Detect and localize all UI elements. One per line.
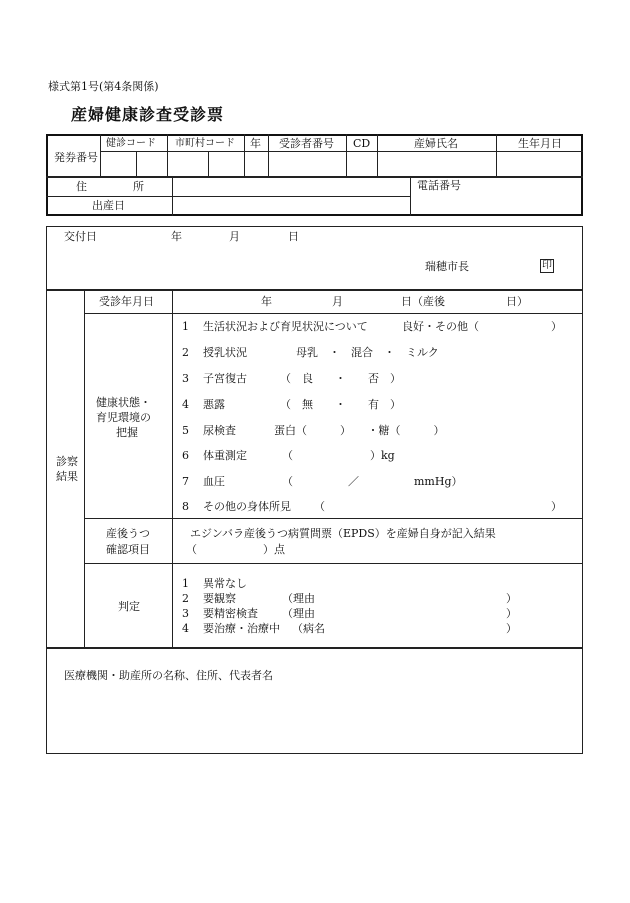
item-number: 4 (182, 398, 189, 411)
judgment-item: 要治療・治療中 (203, 622, 280, 635)
facility-label: 医療機関・助産所の名称、住所、代表者名 (64, 669, 273, 682)
judgment-label: 判定 (118, 600, 140, 613)
city-code-label: 市町村コード (175, 138, 235, 149)
item-number: 3 (182, 372, 189, 385)
judgment-reason: （理由 (282, 592, 315, 605)
issue-month: 月 (229, 230, 240, 243)
visit-month: 月 (332, 295, 343, 308)
epds-label-2: 確認項目 (106, 543, 150, 556)
seal-mark: 印 (542, 260, 552, 271)
item-label: 悪露 (203, 398, 225, 411)
mayor-label: 瑞穂市長 (425, 260, 469, 273)
item-value: 母乳 ・ 混合 ・ ミルク (296, 346, 439, 359)
exam-section-label-1: 診察 (56, 455, 78, 468)
birth-date-label: 出産日 (92, 199, 125, 212)
item-label: 生活状況および育児状況について (203, 320, 368, 333)
judgment-number: 4 (182, 622, 189, 635)
address-label-2: 所 (133, 180, 144, 193)
name-label: 産婦氏名 (414, 137, 458, 150)
dob-label: 生年月日 (518, 137, 562, 150)
judgment-item: 要精密検査 (203, 607, 258, 620)
item-label: その他の身体所見 (203, 500, 291, 513)
judgment-reason: （病名 (292, 622, 325, 635)
visit-date-label: 受診年月日 (99, 295, 154, 308)
issue-section (46, 226, 583, 290)
phone-label: 電話番号 (417, 179, 461, 192)
item-value: （ ／ mmHg） (282, 475, 463, 488)
item-value: （ (314, 500, 325, 513)
health-label-3: 把握 (116, 426, 138, 439)
issue-year: 年 (171, 230, 182, 243)
voucher-number-label: 発券番号 (54, 151, 98, 164)
visit-day: 日（産後 (401, 295, 445, 308)
health-label-1: 健康状態・ (96, 396, 151, 409)
issue-date-label: 交付日 (64, 230, 97, 243)
year-label: 年 (250, 137, 261, 150)
epds-text-2: （ ）点 (186, 543, 285, 556)
facility-section (46, 648, 583, 754)
exam-section-label-2: 結果 (56, 470, 78, 483)
item-label: 体重測定 (203, 449, 247, 462)
examinee-number-label: 受診者番号 (279, 137, 334, 150)
judgment-close: ） (506, 622, 517, 635)
cd-label: CD (353, 137, 371, 150)
item-value: （ ）kg (282, 449, 395, 462)
item-number: 6 (182, 449, 189, 462)
item-label: 血圧 (203, 475, 225, 488)
item-label: 授乳状況 (203, 346, 247, 359)
judgment-reason: （理由 (282, 607, 315, 620)
item-number: 1 (182, 320, 189, 333)
item-value: 良好・その他（ (402, 320, 479, 333)
judgment-close: ） (506, 592, 517, 605)
epds-text-1: エジンバラ産後うつ病質問票（EPDS）を産婦自身が記入結果 (190, 527, 496, 540)
item-number: 7 (182, 475, 189, 488)
form-number: 様式第1号(第4条関係) (48, 80, 159, 93)
item-end: ） (551, 500, 562, 513)
address-label-1: 住 (76, 180, 87, 193)
item-number: 8 (182, 500, 189, 513)
item-number: 5 (182, 424, 189, 437)
judgment-number: 3 (182, 607, 189, 620)
visit-day-end: 日） (506, 295, 528, 308)
visit-year: 年 (261, 295, 272, 308)
item-value: 蛋白（ ） ・糖（ ） (274, 424, 445, 437)
item-label: 子宮復古 (203, 372, 247, 385)
page-title: 産婦健康診査受診票 (71, 105, 225, 124)
item-number: 2 (182, 346, 189, 359)
judgment-number: 2 (182, 592, 189, 605)
clinic-code-label: 健診コード (106, 138, 156, 149)
item-value: （ 無 ・ 有 ） (280, 398, 401, 411)
judgment-close: ） (506, 607, 517, 620)
item-label: 尿検査 (203, 424, 236, 437)
item-value: （ 良 ・ 否 ） (280, 372, 401, 385)
judgment-item: 異常なし (203, 577, 247, 590)
epds-label-1: 産後うつ (106, 527, 150, 540)
health-label-2: 育児環境の (96, 411, 151, 424)
judgment-item: 要観察 (203, 592, 236, 605)
item-end: ） (551, 320, 562, 333)
issue-day: 日 (288, 230, 299, 243)
judgment-number: 1 (182, 577, 189, 590)
